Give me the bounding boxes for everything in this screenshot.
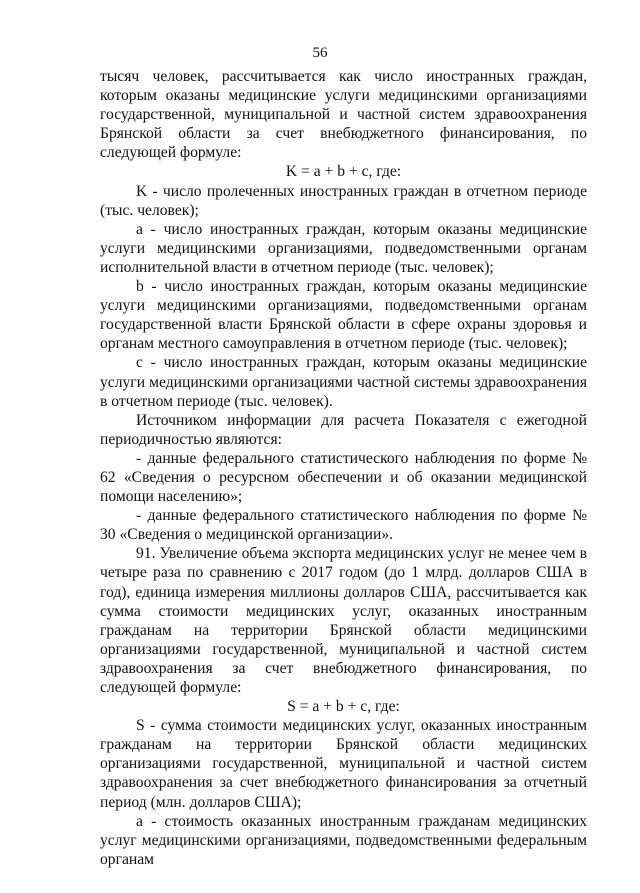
source-form-30: - данные федерального статистического наблюдения по форме № 30 «Сведения о медицинской организации». xyxy=(100,507,587,544)
page-number: 56 xyxy=(312,45,328,61)
source-form-62: - данные федерального статистического наблюдения по форме № 62 «Сведения о ресурсном обеспечении и об оказании медицинской помощи населению»; xyxy=(100,449,587,506)
body-text xyxy=(100,67,587,869)
formula-k: K = a + b + c, где: xyxy=(285,163,402,181)
definition-c: c - число иностранных граждан, которым оказаны медицинские услуги медицинскими организациями частной системы здравоохранения в отчетном периоде (тыс. человек). xyxy=(100,354,587,410)
definition-s: S - сумма стоимости медицинских услуг, оказанных иностранным гражданам на территории Брянской области медицинских организациями государственной, муниципальной и частной систем здравоохранения за счет внебюджетного финансирования за отчетный период (млн. долларов США); xyxy=(100,717,587,811)
paragraph-continuation: тысяч человек, рассчитывается как число иностранных граждан, которым оказаны медицинские услуги медицинскими организациями государственной, муниципальной и частной систем здравоохранения Брянской области за счет внебюджетного финансирования, по следующей формуле: xyxy=(100,68,587,162)
definition-a-cost: a - стоимость оказанных иностранным гражданам медицинских услуг медицинскими организациями, подведомственными федеральным органам xyxy=(100,812,587,868)
definition-a: a - число иностранных граждан, которым оказаны медицинские услуги медицинскими организациями, подведомственными органам исполнительной власти в отчетном периоде (тыс. человек); xyxy=(100,220,587,276)
definition-k: K - число пролеченных иностранных граждан в отчетном периоде (тыс. человек); xyxy=(100,182,587,219)
definition-b: b - число иностранных граждан, которым оказаны медицинские услуги медицинскими организациями, подведомственными органам государственной власти Брянской области в сфере охраны здоровья и органам местного самоуправления в отчетном периоде (тыс. человек); xyxy=(100,278,587,353)
formula-s: S = a + b + c, где: xyxy=(287,698,400,716)
sources-intro: Источником информации для расчета Показателя с ежегодной периодичностью являются: xyxy=(100,411,587,448)
item-91: 91. Увеличение объема экспорта медицинских услуг не менее чем в четыре раза по сравнению с 2017 годом (до 1 млрд. долларов США в год), единица измерения миллионы долларов США, рассчитывается как сумма стоимости медицинских услуг, оказанных иностранным гражданам на территории Брянской области медицинскими организациями государственной, муниципальной и частной систем здравоохранения за счет внебюджетного финансирования, по следующей формуле: xyxy=(100,545,587,696)
